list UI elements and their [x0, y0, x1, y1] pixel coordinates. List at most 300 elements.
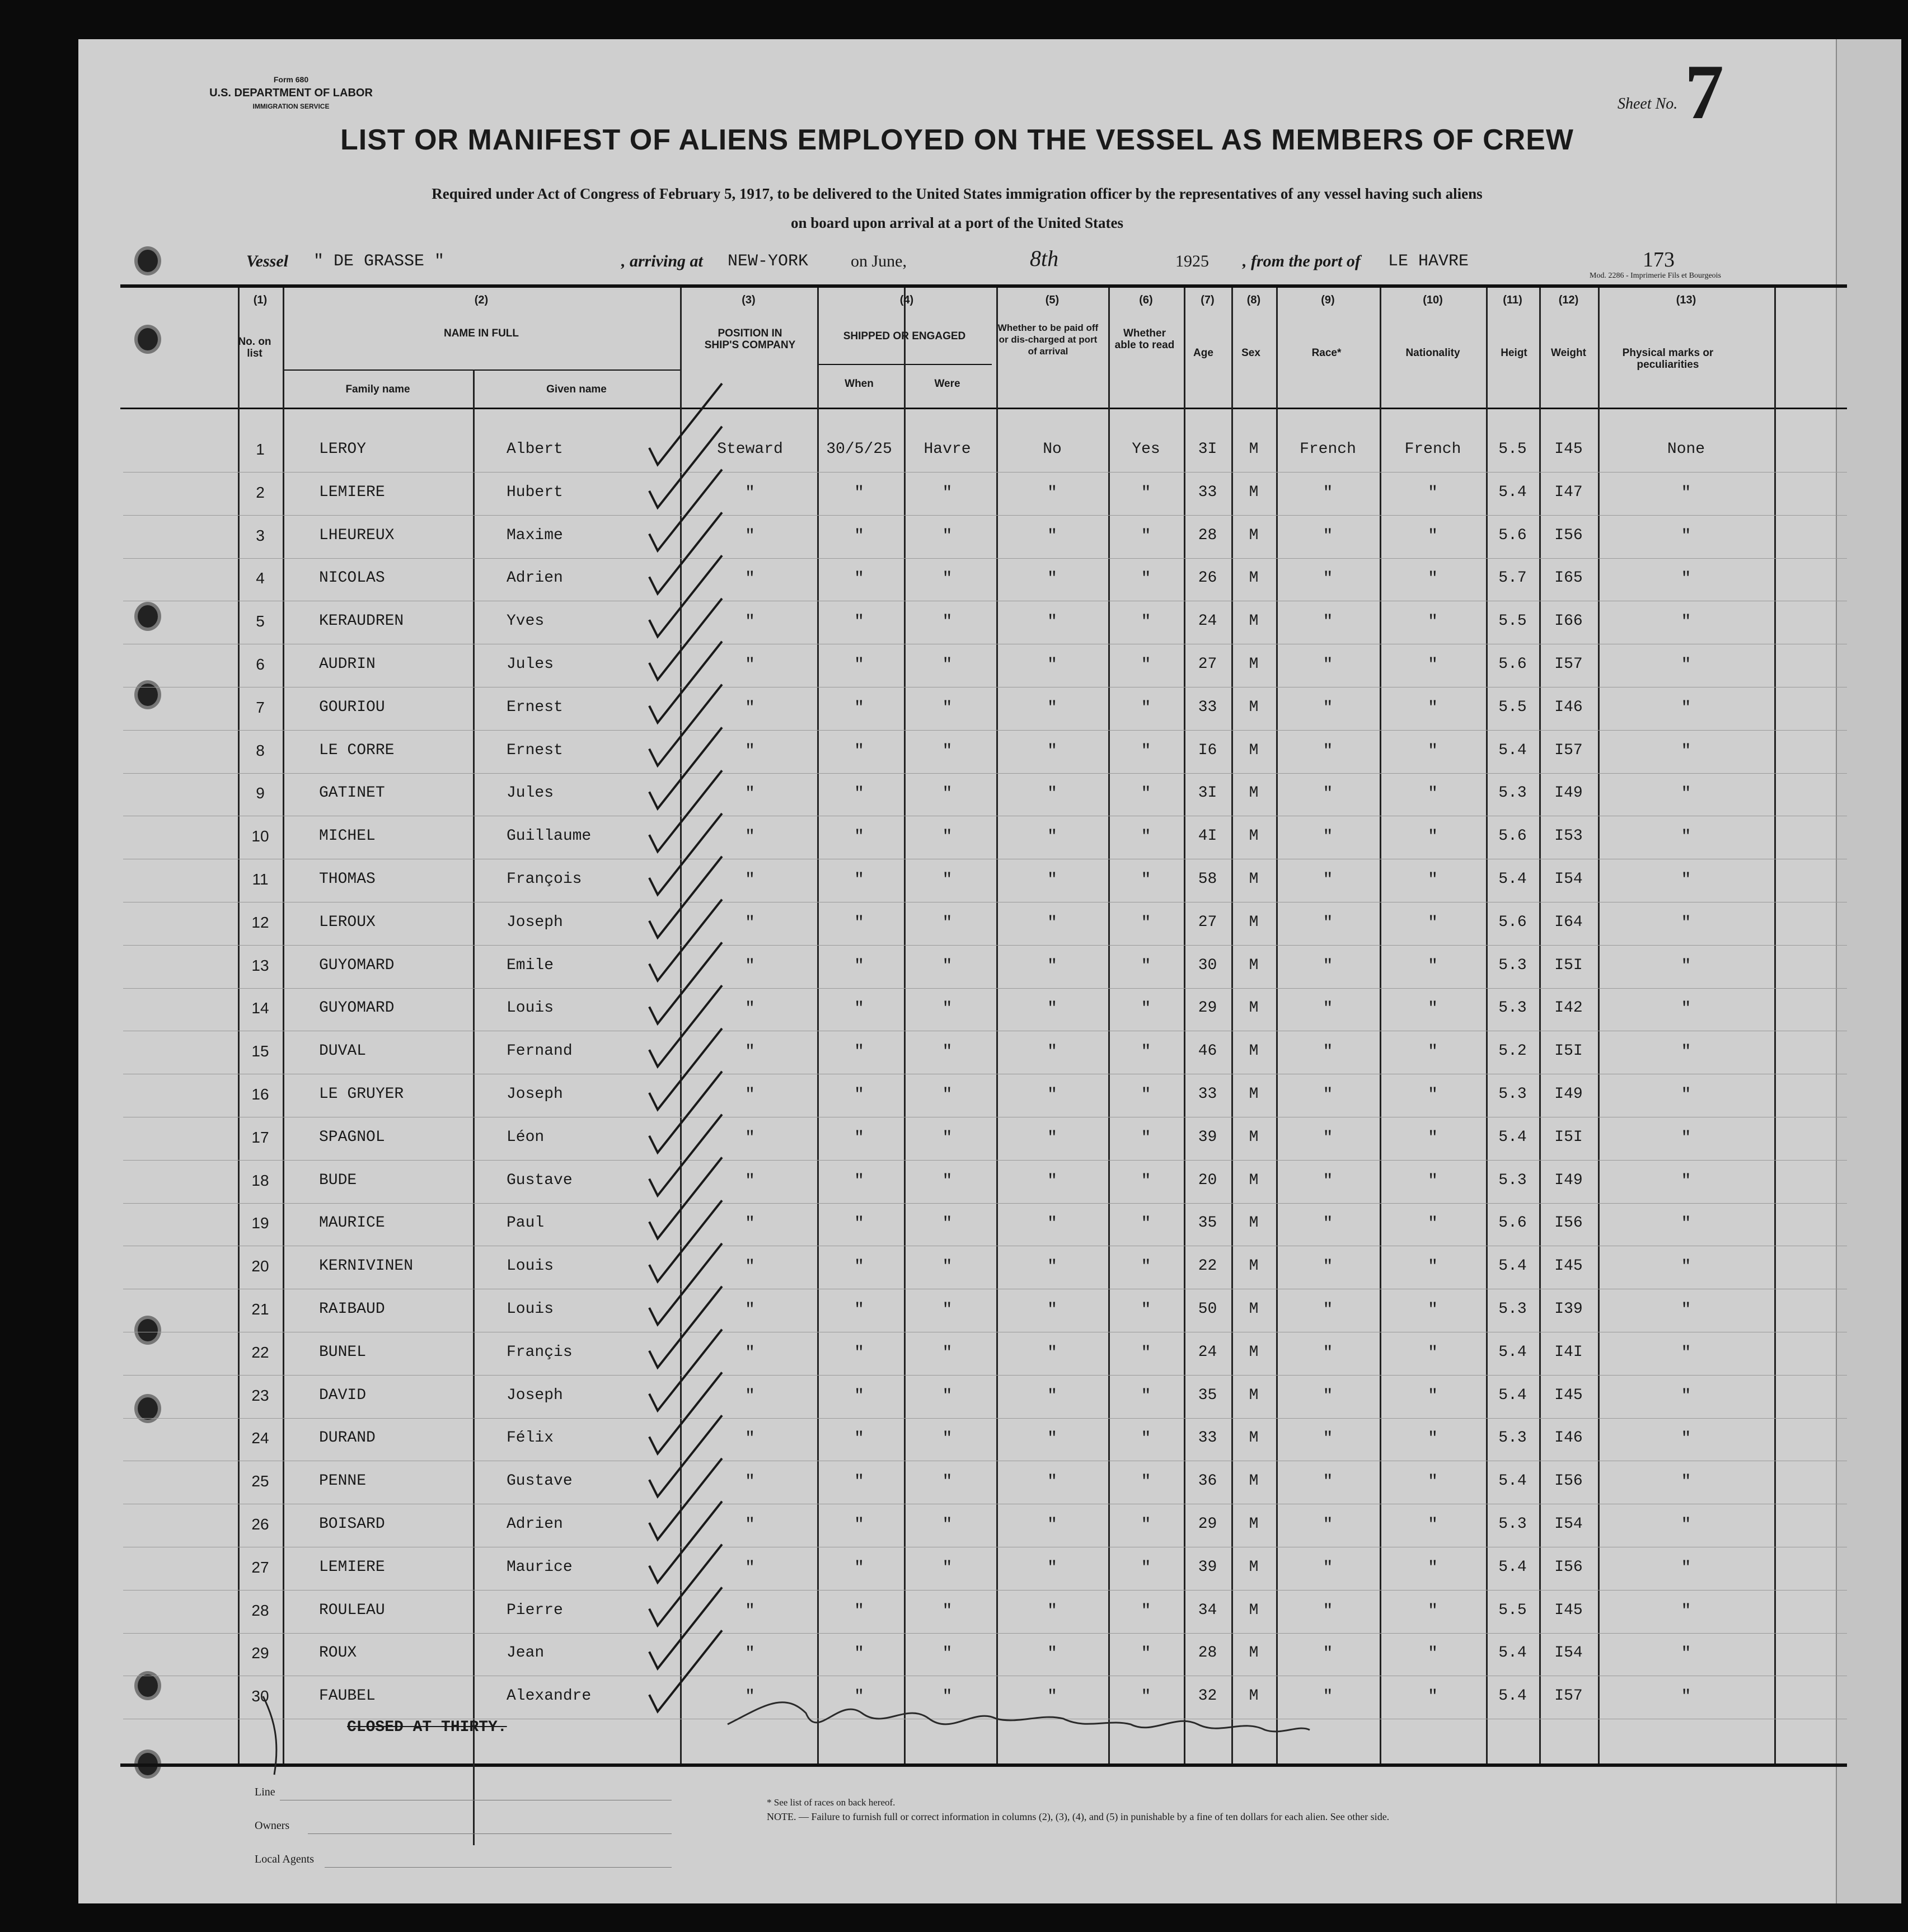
- marks-cell: ": [1681, 1257, 1691, 1277]
- family-name: PENNE: [319, 1472, 367, 1490]
- were-cell: ": [942, 569, 953, 589]
- family-name: LEROUX: [319, 913, 376, 931]
- age-cell: 24: [1198, 1343, 1217, 1361]
- position-cell: ": [744, 1171, 755, 1191]
- column-number: (13): [1676, 294, 1696, 306]
- sex-cell: M: [1249, 1301, 1259, 1318]
- sex-cell: M: [1249, 1429, 1259, 1447]
- were-cell: ": [942, 827, 953, 847]
- header-position: POSITION IN SHIP'S COMPANY: [704, 328, 796, 351]
- footer-owners-rule: [308, 1833, 672, 1834]
- height-cell: 5.3: [1498, 1171, 1527, 1189]
- sex-cell: M: [1249, 1386, 1259, 1404]
- height-cell: 5.6: [1498, 913, 1527, 931]
- age-cell: 26: [1198, 569, 1217, 587]
- paid-off-cell: ": [1047, 871, 1057, 890]
- paid-off-cell: ": [1047, 1429, 1057, 1449]
- race-cell: ": [1323, 1086, 1333, 1105]
- row-number: 11: [252, 871, 269, 888]
- able-read-cell: ": [1141, 1687, 1151, 1707]
- race-cell: ": [1323, 698, 1333, 718]
- height-cell: 5.6: [1498, 656, 1527, 673]
- age-cell: 34: [1198, 1601, 1217, 1619]
- position-cell: ": [744, 913, 755, 933]
- height-cell: 5.4: [1498, 1343, 1527, 1361]
- nationality-cell: ": [1427, 698, 1438, 718]
- age-cell: 50: [1198, 1301, 1217, 1318]
- race-cell: ": [1323, 569, 1333, 589]
- sex-cell: M: [1249, 913, 1259, 931]
- row-number: 29: [251, 1644, 269, 1662]
- arriving-port: NEW-YORK: [728, 252, 809, 271]
- header-able-read: Whether able to read: [1114, 328, 1175, 351]
- weight-cell: I5I: [1554, 1042, 1583, 1060]
- sex-cell: M: [1249, 956, 1259, 974]
- sex-cell: M: [1249, 1472, 1259, 1490]
- race-cell: ": [1323, 827, 1333, 847]
- height-cell: 5.3: [1498, 1429, 1527, 1447]
- position-cell: ": [744, 741, 755, 761]
- sheet-number: 7: [1685, 49, 1724, 135]
- family-name: LEMIERE: [319, 483, 385, 501]
- paid-off-cell: ": [1047, 612, 1057, 632]
- position-cell: ": [744, 1429, 755, 1449]
- nationality-cell: ": [1427, 1171, 1438, 1191]
- height-cell: 5.4: [1498, 1644, 1527, 1662]
- given-name: Félix: [507, 1429, 554, 1447]
- marks-cell: None: [1667, 441, 1705, 458]
- race-cell: French: [1300, 441, 1356, 458]
- given-name: Adrien: [507, 569, 563, 587]
- sex-cell: M: [1249, 1644, 1259, 1662]
- row-number: 15: [251, 1042, 269, 1060]
- sex-cell: M: [1249, 1515, 1259, 1533]
- nationality-cell: French: [1404, 441, 1461, 458]
- were-cell: ": [942, 1644, 953, 1664]
- race-cell: ": [1323, 612, 1333, 632]
- paid-off-cell: No: [1043, 441, 1062, 458]
- nationality-cell: ": [1427, 1429, 1438, 1449]
- position-cell: ": [744, 1257, 755, 1277]
- checkmark: [649, 813, 722, 895]
- age-cell: 22: [1198, 1257, 1217, 1275]
- family-name: BUNEL: [319, 1343, 367, 1361]
- nationality-cell: ": [1427, 1515, 1438, 1535]
- height-cell: 5.3: [1498, 1301, 1527, 1318]
- marks-cell: ": [1681, 612, 1691, 632]
- footer-agents-label: Local Agents: [255, 1853, 315, 1865]
- given-name: Adrien: [507, 1515, 563, 1533]
- height-cell: 5.5: [1498, 1601, 1527, 1619]
- race-cell: ": [1323, 784, 1333, 804]
- marks-cell: ": [1681, 569, 1691, 589]
- given-name: Hubert: [507, 483, 563, 501]
- when-cell: ": [854, 1515, 864, 1535]
- page-title: LIST OR MANIFEST OF ALIENS EMPLOYED ON THE VESSEL AS MEMBERS OF CREW: [340, 124, 1574, 156]
- position-cell: ": [744, 999, 755, 1019]
- marks-cell: ": [1681, 827, 1691, 847]
- header-race: Race*: [1311, 347, 1342, 359]
- height-cell: 5.4: [1498, 1257, 1527, 1275]
- position-cell: ": [744, 569, 755, 589]
- row-number: 18: [251, 1171, 269, 1189]
- height-cell: 5.3: [1498, 999, 1527, 1017]
- signature-mark: [728, 1702, 1310, 1732]
- height-cell: 5.2: [1498, 1042, 1527, 1060]
- given-name: Paul: [507, 1214, 545, 1232]
- family-name: AUDRIN: [319, 656, 376, 673]
- header-shipped: SHIPPED OR ENGAGED: [843, 330, 966, 342]
- nationality-cell: ": [1427, 1301, 1438, 1320]
- marks-cell: ": [1681, 1128, 1691, 1148]
- paid-off-cell: ": [1047, 827, 1057, 847]
- were-cell: ": [942, 1472, 953, 1492]
- were-cell: ": [942, 612, 953, 632]
- age-cell: 29: [1198, 1515, 1217, 1533]
- when-cell: ": [854, 1214, 864, 1234]
- column-number: (8): [1246, 294, 1261, 306]
- able-read-cell: ": [1141, 871, 1151, 890]
- were-cell: ": [942, 1343, 953, 1363]
- sex-cell: M: [1249, 656, 1259, 673]
- family-name: GUYOMARD: [319, 999, 395, 1017]
- checkmark: [649, 642, 722, 723]
- able-read-cell: ": [1141, 1601, 1151, 1621]
- given-name: Jules: [507, 656, 554, 673]
- height-cell: 5.3: [1498, 1086, 1527, 1103]
- age-cell: 32: [1198, 1687, 1217, 1705]
- nationality-cell: ": [1427, 483, 1438, 503]
- race-cell: ": [1323, 483, 1333, 503]
- position-cell: ": [744, 956, 755, 976]
- handwriting-overlay: [78, 39, 1836, 1903]
- row-number: 28: [251, 1601, 269, 1619]
- were-cell: ": [942, 526, 953, 546]
- when-cell: ": [854, 1086, 864, 1105]
- when-cell: ": [854, 612, 864, 632]
- sex-cell: M: [1249, 1601, 1259, 1619]
- able-read-cell: ": [1141, 1558, 1151, 1578]
- when-cell: ": [854, 741, 864, 761]
- position-cell: ": [744, 871, 755, 890]
- weight-cell: I39: [1554, 1301, 1583, 1318]
- given-name: Jules: [507, 784, 554, 802]
- given-name: Maurice: [507, 1558, 573, 1576]
- weight-cell: I56: [1554, 526, 1583, 544]
- were-cell: ": [942, 1687, 953, 1707]
- family-name: KERNIVINEN: [319, 1257, 414, 1275]
- family-name: SPAGNOL: [319, 1128, 385, 1146]
- given-name: Léon: [507, 1128, 545, 1146]
- age-cell: 36: [1198, 1472, 1217, 1490]
- when-cell: 30/5/25: [826, 441, 892, 458]
- position-cell: ": [744, 1558, 755, 1578]
- height-cell: 5.6: [1498, 1214, 1527, 1232]
- were-cell: ": [942, 656, 953, 675]
- when-cell: ": [854, 526, 864, 546]
- department-name: U.S. DEPARTMENT OF LABOR: [209, 87, 373, 99]
- sex-cell: M: [1249, 1042, 1259, 1060]
- from-label: , from the port of: [1243, 252, 1361, 270]
- row-number: 9: [256, 784, 265, 802]
- race-cell: ": [1323, 871, 1333, 890]
- position-cell: ": [744, 612, 755, 632]
- family-name: THOMAS: [319, 871, 376, 888]
- nationality-cell: ": [1427, 1644, 1438, 1664]
- sex-cell: M: [1249, 784, 1259, 802]
- paid-off-cell: ": [1047, 1343, 1057, 1363]
- given-name: François: [507, 871, 582, 888]
- weight-cell: I45: [1554, 1386, 1583, 1404]
- weight-cell: I49: [1554, 1086, 1583, 1103]
- weight-cell: I54: [1554, 1515, 1583, 1533]
- sex-cell: M: [1249, 1086, 1259, 1103]
- nationality-cell: ": [1427, 784, 1438, 804]
- column-number: (9): [1321, 294, 1335, 306]
- were-cell: ": [942, 1515, 953, 1535]
- nationality-cell: ": [1427, 1601, 1438, 1621]
- able-read-cell: ": [1141, 1386, 1151, 1406]
- checkmark: [649, 1157, 722, 1238]
- row-number: 17: [251, 1128, 269, 1146]
- sex-cell: M: [1249, 1214, 1259, 1232]
- height-cell: 5.4: [1498, 1128, 1527, 1146]
- able-read-cell: ": [1141, 827, 1151, 847]
- sex-cell: M: [1249, 441, 1259, 458]
- position-cell: ": [744, 656, 755, 675]
- race-cell: ": [1323, 1257, 1333, 1277]
- marks-cell: ": [1681, 483, 1691, 503]
- marks-cell: ": [1681, 1687, 1691, 1707]
- height-cell: 5.4: [1498, 871, 1527, 888]
- able-read-cell: ": [1141, 1128, 1151, 1148]
- age-cell: 20: [1198, 1171, 1217, 1189]
- family-name: MAURICE: [319, 1214, 385, 1232]
- paid-off-cell: ": [1047, 1558, 1057, 1578]
- sex-cell: M: [1249, 871, 1259, 888]
- when-cell: ": [854, 784, 864, 804]
- checkmark: [649, 900, 722, 981]
- marks-cell: ": [1681, 1301, 1691, 1320]
- row-number: 22: [251, 1343, 269, 1361]
- family-name: BUDE: [319, 1171, 357, 1189]
- marks-cell: ": [1681, 913, 1691, 933]
- checkmark: [649, 512, 722, 593]
- checkmark: [649, 470, 722, 551]
- when-cell: ": [854, 999, 864, 1019]
- when-cell: ": [854, 1687, 864, 1707]
- row-number: 7: [256, 698, 265, 716]
- were-cell: ": [942, 698, 953, 718]
- header-height: Heigt: [1501, 347, 1527, 359]
- age-cell: 35: [1198, 1386, 1217, 1404]
- header-age: Age: [1193, 347, 1213, 359]
- marks-cell: ": [1681, 956, 1691, 976]
- able-read-cell: ": [1141, 526, 1151, 546]
- able-read-cell: ": [1141, 483, 1151, 503]
- header-were: Were: [934, 378, 960, 390]
- printer-mark: Mod. 2286 - Imprimerie Fils et Bourgeois: [1590, 272, 1721, 280]
- were-cell: ": [942, 999, 953, 1019]
- nationality-cell: ": [1427, 1558, 1438, 1578]
- when-cell: ": [854, 871, 864, 890]
- subtitle-line-2: on board upon arrival at a port of the United States: [790, 214, 1123, 231]
- marks-cell: ": [1681, 999, 1691, 1019]
- marks-cell: ": [1681, 1042, 1691, 1062]
- weight-cell: I49: [1554, 784, 1583, 802]
- checkmark: [649, 1115, 722, 1196]
- nationality-cell: ": [1427, 1343, 1438, 1363]
- sex-cell: M: [1249, 1128, 1259, 1146]
- marks-cell: ": [1681, 698, 1691, 718]
- column-number: (2): [474, 294, 489, 306]
- marks-cell: ": [1681, 1386, 1691, 1406]
- paid-off-cell: ": [1047, 1171, 1057, 1191]
- paid-off-cell: ": [1047, 1472, 1057, 1492]
- able-read-cell: ": [1141, 1301, 1151, 1320]
- header-paid-off: Whether to be paid off or dis-charged at port of arrival: [997, 322, 1099, 357]
- family-name: LE CORRE: [319, 741, 395, 759]
- weight-cell: I49: [1554, 1171, 1583, 1189]
- sex-cell: M: [1249, 698, 1259, 716]
- given-name: Emile: [507, 956, 554, 974]
- marks-cell: ": [1681, 871, 1691, 890]
- were-cell: ": [942, 871, 953, 890]
- footer-note: NOTE. — Failure to furnish full or correct information in columns (2), (3), (4), and (5) in punishable by a fine of ten dollars for each alien. See other side.: [767, 1811, 1390, 1822]
- able-read-cell: ": [1141, 1042, 1151, 1062]
- able-read-cell: ": [1141, 1343, 1151, 1363]
- age-cell: 33: [1198, 1429, 1217, 1447]
- nationality-cell: ": [1427, 1128, 1438, 1148]
- age-cell: 35: [1198, 1214, 1217, 1232]
- height-cell: 5.4: [1498, 1472, 1527, 1490]
- family-name: LE GRUYER: [319, 1086, 404, 1103]
- given-name: Louis: [507, 1257, 554, 1275]
- checkmark: [649, 1415, 722, 1496]
- position-cell: ": [744, 1687, 755, 1707]
- nationality-cell: ": [1427, 569, 1438, 589]
- race-cell: ": [1323, 656, 1333, 675]
- nationality-cell: ": [1427, 1042, 1438, 1062]
- column-number: (6): [1139, 294, 1153, 306]
- paid-off-cell: ": [1047, 1601, 1057, 1621]
- paid-off-cell: ": [1047, 1687, 1057, 1707]
- height-cell: 5.6: [1498, 526, 1527, 544]
- height-cell: 5.5: [1498, 612, 1527, 630]
- race-cell: ": [1323, 741, 1333, 761]
- age-cell: 30: [1198, 956, 1217, 974]
- were-cell: ": [942, 1386, 953, 1406]
- family-name: MICHEL: [319, 827, 376, 845]
- checkmark: [649, 1028, 722, 1110]
- sex-cell: M: [1249, 612, 1259, 630]
- sex-cell: M: [1249, 483, 1259, 501]
- were-cell: ": [942, 1214, 953, 1234]
- weight-cell: I56: [1554, 1558, 1583, 1576]
- age-cell: 29: [1198, 999, 1217, 1017]
- paid-off-cell: ": [1047, 1214, 1057, 1234]
- height-cell: 5.4: [1498, 741, 1527, 759]
- position-cell: ": [744, 526, 755, 546]
- weight-cell: I47: [1554, 483, 1583, 501]
- family-name: KERAUDREN: [319, 612, 404, 630]
- nationality-cell: ": [1427, 1386, 1438, 1406]
- age-cell: 27: [1198, 656, 1217, 673]
- checkmark: [649, 427, 722, 508]
- weight-cell: I64: [1554, 913, 1583, 931]
- row-number: 2: [256, 483, 265, 501]
- weight-cell: I5I: [1554, 1128, 1583, 1146]
- marks-cell: ": [1681, 1086, 1691, 1105]
- position-cell: ": [744, 1644, 755, 1664]
- nationality-cell: ": [1427, 612, 1438, 632]
- marks-cell: ": [1681, 1429, 1691, 1449]
- sex-cell: M: [1249, 999, 1259, 1017]
- weight-cell: I45: [1554, 1257, 1583, 1275]
- weight-cell: I4I: [1554, 1343, 1583, 1361]
- header-no-on-list: No. on list: [238, 336, 271, 359]
- when-cell: ": [854, 1601, 864, 1621]
- able-read-cell: ": [1141, 1214, 1151, 1234]
- when-cell: ": [854, 1472, 864, 1492]
- when-cell: ": [854, 827, 864, 847]
- row-number: 14: [251, 999, 269, 1017]
- column-number: (7): [1201, 294, 1215, 306]
- age-cell: 4I: [1198, 827, 1217, 845]
- given-name: Joseph: [507, 1386, 563, 1404]
- nationality-cell: ": [1427, 1214, 1438, 1234]
- paid-off-cell: ": [1047, 1128, 1057, 1148]
- checkmark: [649, 1372, 722, 1453]
- able-read-cell: Yes: [1132, 441, 1160, 458]
- nationality-cell: ": [1427, 741, 1438, 761]
- vessel-label: Vessel: [246, 252, 288, 270]
- family-name: GOURIOU: [319, 698, 385, 716]
- given-name: Louis: [507, 1301, 554, 1318]
- paid-off-cell: ": [1047, 1515, 1057, 1535]
- able-read-cell: ": [1141, 1644, 1151, 1664]
- when-cell: ": [854, 1558, 864, 1578]
- sheet-edge: [1836, 39, 1901, 1903]
- paid-off-cell: ": [1047, 569, 1057, 589]
- checkmark: [649, 555, 722, 637]
- family-name: LHEUREUX: [319, 526, 395, 544]
- age-cell: 3I: [1198, 441, 1217, 458]
- age-cell: 58: [1198, 871, 1217, 888]
- able-read-cell: ": [1141, 1171, 1151, 1191]
- when-cell: ": [854, 483, 864, 503]
- paid-off-cell: ": [1047, 483, 1057, 503]
- given-name: Albert: [507, 441, 563, 458]
- checkmark: [649, 942, 722, 1023]
- race-cell: ": [1323, 1558, 1333, 1578]
- sex-cell: M: [1249, 569, 1259, 587]
- were-cell: ": [942, 741, 953, 761]
- race-cell: ": [1323, 956, 1333, 976]
- paid-off-cell: ": [1047, 1386, 1057, 1406]
- age-cell: 39: [1198, 1128, 1217, 1146]
- position-cell: ": [744, 1343, 755, 1363]
- weight-cell: I45: [1554, 1601, 1583, 1619]
- column-number: (12): [1558, 294, 1579, 306]
- marks-cell: ": [1681, 1644, 1691, 1664]
- were-cell: ": [942, 1257, 953, 1277]
- weight-cell: I57: [1554, 1687, 1583, 1705]
- paid-off-cell: ": [1047, 784, 1057, 804]
- weight-cell: I5I: [1554, 956, 1583, 974]
- row-number: 4: [256, 569, 265, 587]
- age-cell: I6: [1198, 741, 1217, 759]
